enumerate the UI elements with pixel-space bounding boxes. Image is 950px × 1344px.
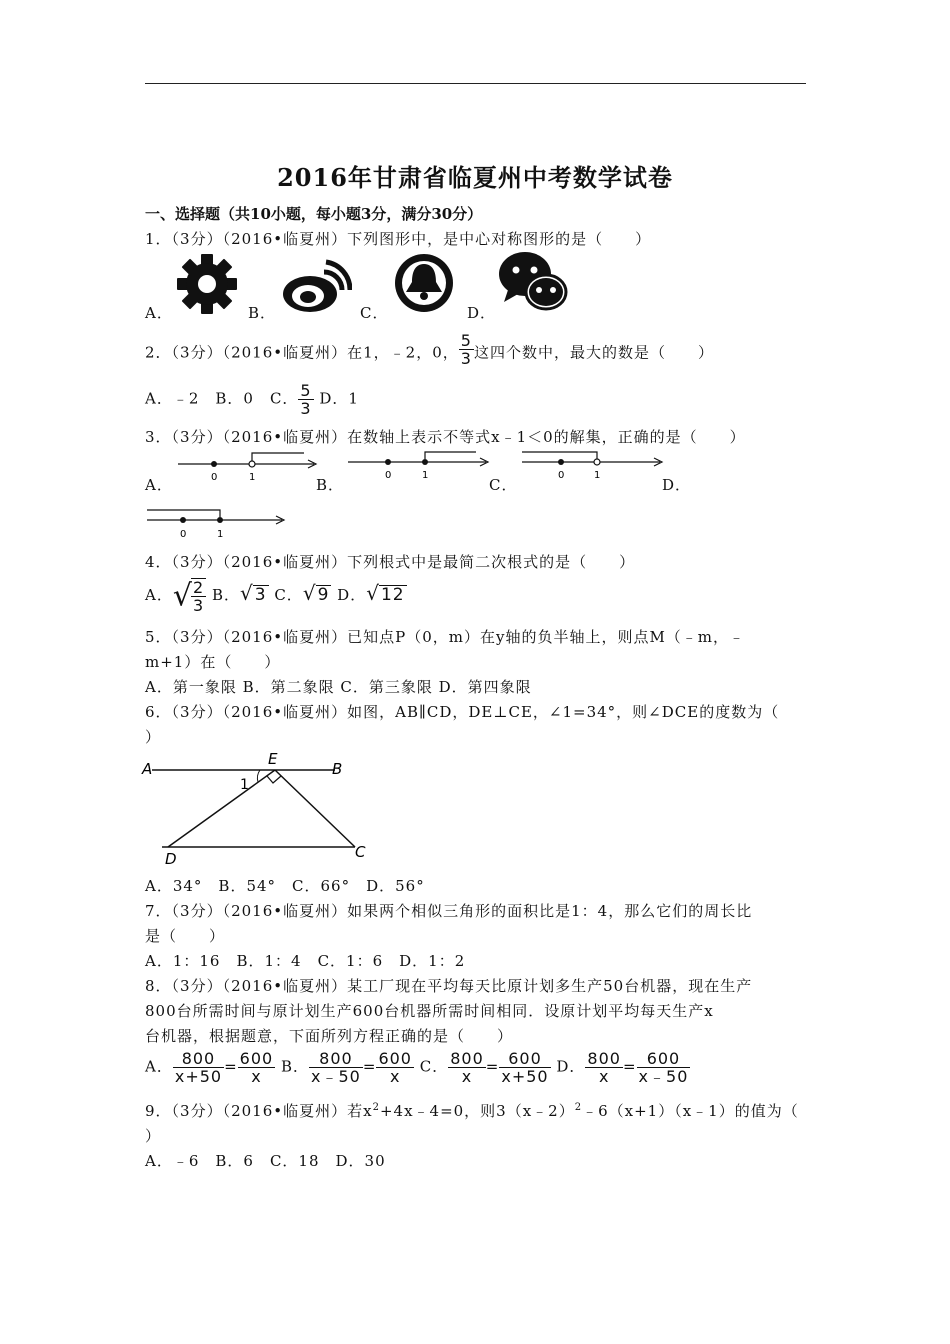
tick-0: 0 <box>558 470 565 481</box>
numerator: 600 <box>499 1050 550 1068</box>
number-line-d <box>145 506 290 542</box>
wechat-icon <box>498 250 568 312</box>
q1-option-c-label: C． <box>360 304 389 322</box>
number-line-a <box>176 450 321 486</box>
q8-d-frac-1 <box>585 1050 623 1085</box>
q3-option-b-label: B． <box>316 476 345 494</box>
section-heading: 一、选择题（共10小题，每小题3分，满分30分） <box>145 205 483 223</box>
denominator: x﹣50 <box>311 1067 361 1086</box>
q2-opt-c-n: 5 <box>300 381 312 400</box>
q4-options <box>145 578 407 614</box>
radical-sign: √ <box>172 578 193 614</box>
q4-a-n: 2 <box>192 578 205 597</box>
q8-d-frac-2 <box>637 1050 691 1085</box>
q2-opt-d: D．1 <box>319 389 359 408</box>
q8-a-frac-1 <box>173 1050 224 1085</box>
gear-icon <box>176 253 238 315</box>
q8-opt-d-label: D． <box>556 1057 586 1076</box>
numerator: 600 <box>378 1049 412 1068</box>
bell-icon <box>392 252 456 314</box>
q3-option-d-label: D． <box>662 476 692 494</box>
question-7-line2: 是（ ） <box>145 927 226 945</box>
q8-options <box>145 1050 690 1085</box>
q8-opt-b-label: B． <box>280 1057 310 1076</box>
q8-b-frac-2 <box>376 1050 414 1085</box>
q1-option-d-label: D． <box>467 304 497 322</box>
q1-option-b-label: B． <box>248 304 277 322</box>
q8-c-frac-1 <box>448 1050 486 1085</box>
label-e: E <box>268 750 278 768</box>
denominator: x <box>389 1067 401 1086</box>
number-line-b <box>346 450 494 486</box>
q4-opt-c-label: C． <box>274 586 303 604</box>
tick-0: 0 <box>385 470 392 481</box>
q3-option-c-label: C． <box>489 476 518 494</box>
radical-sign: √ <box>302 581 317 605</box>
question-9-line2: ） <box>145 1127 162 1145</box>
numerator: 800 <box>309 1050 363 1068</box>
q2-stem-a: 2．（3分）（2016•临夏州）在1，﹣2，0， <box>145 343 459 362</box>
q4-opt-d-label: D． <box>337 586 367 604</box>
denominator: x+50 <box>501 1067 549 1086</box>
q2-opt-c-fraction <box>298 382 313 417</box>
q9-superscript-2: 2 <box>574 1102 583 1113</box>
tick-1: 1 <box>249 472 256 483</box>
q2-options <box>145 382 359 417</box>
q4-opt-a-label: A． <box>145 586 173 604</box>
q3-option-a-label: A． <box>145 476 173 494</box>
label-c: C <box>355 843 366 861</box>
tick-1: 1 <box>422 470 429 481</box>
question-8-line1: 8．（3分）（2016•临夏州）某工厂现在平均每天比原计划多生产50台机器，现在生产 <box>145 977 753 995</box>
question-7-line1: 7．（3分）（2016•临夏州）如果两个相似三角形的面积比是1：4，那么它们的周长比 <box>145 902 753 920</box>
question-6-line2: ） <box>145 728 162 746</box>
denominator: x <box>461 1067 473 1086</box>
q1-option-a-label: A． <box>145 304 173 322</box>
denominator: x <box>251 1067 262 1086</box>
q9-text-a: 9．（3分）（2016•临夏州）若x <box>145 1102 373 1120</box>
radical-sign: √ <box>239 581 254 605</box>
question-6-line1: 6．（3分）（2016•临夏州）如图，AB∥CD，DE⊥CE，∠1=34°，则∠DCE的度数为（ <box>145 703 780 721</box>
q2-stem-b: 这四个数中，最大的数是（ ） <box>473 343 714 362</box>
top-rule <box>145 83 806 84</box>
geometry-figure <box>140 750 380 870</box>
denominator: x﹣50 <box>638 1067 689 1086</box>
q9-superscript: 2 <box>372 1102 380 1113</box>
tick-0: 0 <box>180 529 187 540</box>
tick-1: 1 <box>594 470 601 481</box>
tick-0: 0 <box>211 472 218 483</box>
q2-opt-c-d: 3 <box>300 399 312 418</box>
equals-sign: = <box>485 1057 500 1076</box>
q4-opt-b-label: B． <box>211 586 240 604</box>
q9-text-b: +4x﹣4=0，则3（x﹣2） <box>379 1102 575 1120</box>
question-9-line1 <box>145 1100 799 1121</box>
q7-options: A．1：16 B．1：4 C．1：6 D．1：2 <box>145 952 466 970</box>
question-3-stem: 3．（3分）（2016•临夏州）在数轴上表示不等式x﹣1＜0的解集，正确的是（ ） <box>145 428 746 446</box>
denominator: x+50 <box>174 1067 223 1086</box>
numerator: 600 <box>637 1050 691 1068</box>
q4-a-fraction <box>191 578 206 614</box>
number-line-c <box>520 450 668 486</box>
denominator: x <box>598 1067 610 1086</box>
q8-opt-a-label: A． <box>145 1057 173 1076</box>
question-4-stem: 4．（3分）（2016•临夏州）下列根式中是最简二次根式的是（ ） <box>145 553 636 571</box>
q4-c-radicand: 9 <box>317 585 330 605</box>
equals-sign: = <box>622 1057 637 1076</box>
question-5-line2: m+1）在（ ） <box>145 653 281 671</box>
label-d: D <box>165 850 177 868</box>
q8-b-frac-1 <box>309 1050 363 1085</box>
equals-sign: = <box>224 1057 238 1076</box>
q8-a-frac-2 <box>238 1050 276 1085</box>
question-8-line3: 台机器，根据题意，下面所列方程正确的是（ ） <box>145 1027 514 1045</box>
q8-c-frac-2 <box>499 1050 550 1085</box>
numerator: 800 <box>450 1049 484 1068</box>
label-b: B <box>332 760 343 778</box>
question-1-stem: 1．（3分）（2016•临夏州）下列图形中，是中心对称图形的是（ ） <box>145 230 652 248</box>
q2-frac-n: 5 <box>460 331 472 350</box>
radical-sign: √ <box>366 581 380 605</box>
numerator: 800 <box>173 1050 224 1068</box>
numerator: 800 <box>587 1049 621 1068</box>
q2-opt-abc: A．﹣2 B．0 C． <box>145 389 299 408</box>
q4-b-radicand: 3 <box>254 585 267 605</box>
q2-fraction <box>459 332 474 367</box>
numerator: 600 <box>239 1049 274 1068</box>
weibo-icon <box>280 258 352 314</box>
page-title: 2016年甘肃省临夏州中考数学试卷 <box>277 163 673 192</box>
question-2-stem <box>145 331 714 368</box>
q8-opt-c-label: C． <box>419 1057 449 1076</box>
q9-text-c: ﹣6（x+1）（x﹣1）的值为（ <box>582 1102 799 1120</box>
question-5-line1: 5．（3分）（2016•临夏州）已知点P（0，m）在y轴的负半轴上，则点M（﹣m，﹣ <box>145 628 746 646</box>
angle-1-label: 1 <box>240 777 249 793</box>
q5-options: A．第一象限 B．第二象限 C．第三象限 D．第四象限 <box>145 678 532 696</box>
label-a: A <box>142 760 153 778</box>
tick-1: 1 <box>217 529 224 540</box>
q9-options: A．﹣6 B．6 C．18 D．30 <box>145 1152 386 1170</box>
q6-options: A．34° B．54° C．66° D．56° <box>145 877 425 895</box>
q4-d-radicand: 12 <box>380 585 405 605</box>
q2-frac-d: 3 <box>460 349 472 368</box>
question-8-line2: 800台所需时间与原计划生产600台机器所需时间相同．设原计划平均每天生产x <box>145 1002 714 1020</box>
q4-a-d: 3 <box>192 596 205 615</box>
equals-sign: = <box>362 1057 377 1076</box>
